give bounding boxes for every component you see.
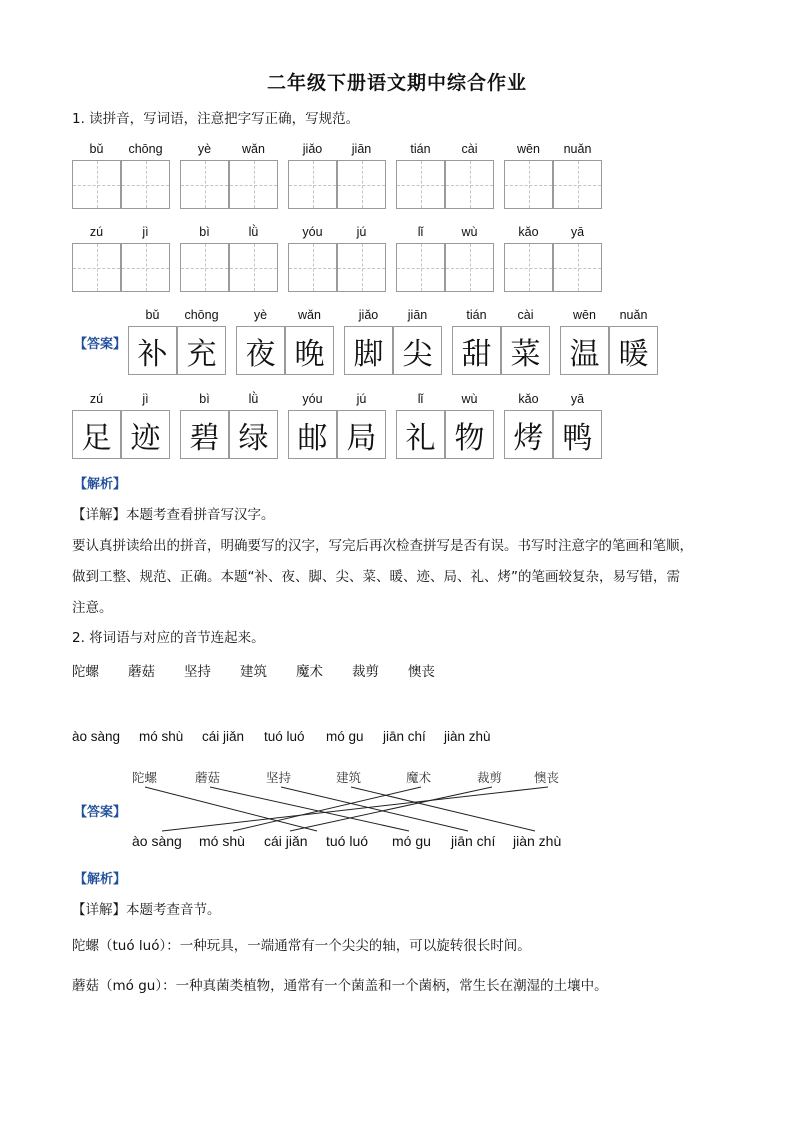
match-syllable: ào sàng: [132, 833, 182, 849]
word-item: 蘑菇: [128, 664, 155, 680]
answer-char: 烤: [513, 420, 544, 456]
match-word: 懊丧: [534, 770, 560, 785]
match-word: 建筑: [336, 770, 362, 785]
match-syllable: tuó luó: [326, 833, 369, 849]
detail-line-1: 【详解】本题考查看拼音写汉字。: [72, 507, 275, 523]
answer-char: 鸭: [562, 420, 593, 456]
match-syllable: jiān chí: [451, 833, 496, 849]
syllable-item: ào sàng: [72, 729, 121, 744]
answer-tag-1: 【答案】: [74, 337, 127, 352]
body-line: 要认真拼读给出的拼音，明确要写的汉字，写完后再次检查拼写是否有误。书写时注意字的笔画和笔顺，: [72, 538, 693, 554]
pinyin-label: lǐ: [417, 392, 424, 406]
answer-char: 足: [81, 420, 112, 456]
analysis-tag-1: 【解析】: [74, 477, 127, 492]
pinyin-label: yóu: [302, 225, 323, 239]
pinyin-label: kǎo: [518, 225, 539, 239]
answer-char: 邮: [297, 420, 328, 456]
pinyin-label: nuǎn: [619, 308, 648, 322]
pinyin-label: lǜ: [248, 225, 259, 239]
body-line: 注意。: [72, 600, 113, 616]
pinyin-label: jú: [356, 225, 367, 239]
pinyin-label: tián: [466, 308, 487, 322]
answer-char: 甜: [461, 336, 492, 372]
pinyin-label: jiān: [351, 142, 372, 156]
pinyin-label: zú: [89, 392, 104, 406]
match-syllable: mó gu: [392, 833, 431, 849]
pinyin-label: nuǎn: [563, 142, 592, 156]
answer-char: 尖: [402, 336, 433, 372]
answer-char: 碧: [189, 420, 220, 456]
match-word: 魔术: [406, 770, 432, 785]
page-title: 二年级下册语文期中综合作业: [266, 72, 527, 94]
syllable-item: jiān chí: [383, 729, 426, 744]
pinyin-label: yóu: [302, 392, 323, 406]
note-line: 蘑菇（mó gu）：一种真菌类植物，通常有一个菌盖和一个菌柄，常生长在潮湿的土壤中。: [72, 978, 608, 994]
syllable-item: jiàn zhù: [444, 729, 491, 744]
pinyin-label: wù: [461, 392, 478, 406]
pinyin-label: jiǎo: [358, 308, 379, 322]
pinyin-label: yè: [197, 142, 212, 156]
answer-char: 迹: [130, 420, 161, 456]
match-word: 蘑菇: [195, 770, 221, 785]
pinyin-label: jiǎo: [302, 142, 323, 156]
answer-char: 补: [137, 336, 168, 372]
answer-tag-2: 【答案】: [74, 805, 127, 820]
pinyin-label: cài: [461, 142, 478, 156]
pinyin-label: chōng: [184, 308, 219, 322]
syllable-item: tuó luó: [264, 729, 305, 744]
analysis-tag-2: 【解析】: [74, 872, 127, 887]
pinyin-label: yè: [253, 308, 268, 322]
answer-char: 夜: [245, 336, 276, 372]
syllable-item: mó gu: [326, 729, 364, 744]
word-item: 陀螺: [72, 664, 99, 680]
syllable-item: mó shù: [139, 729, 184, 744]
match-word: 陀螺: [132, 770, 158, 785]
pinyin-label: bǔ: [145, 308, 160, 322]
match-line: [162, 787, 548, 831]
pinyin-label: bǔ: [89, 142, 104, 156]
answer-char: 物: [454, 420, 485, 456]
question-1-prompt: 1. 读拼音，写词语，注意把字写正确，写规范。: [72, 111, 360, 127]
answer-char: 暖: [618, 336, 649, 372]
match-word: 坚持: [266, 770, 292, 785]
match-syllable: mó shù: [199, 833, 245, 849]
pinyin-label: yā: [570, 225, 585, 239]
pinyin-label: jì: [142, 392, 149, 406]
pinyin-label: bì: [199, 225, 210, 239]
answer-char: 晚: [294, 336, 325, 372]
pinyin-label: lǐ: [417, 225, 424, 239]
detail-line-2: 【详解】本题考查音节。: [72, 902, 221, 918]
body-line: 做到工整、规范、正确。本题“补、夜、脚、尖、菜、暖、迹、局、礼、烤”的笔画较复杂，易写错，需: [72, 569, 680, 585]
pinyin-label: wǎn: [298, 308, 321, 322]
pinyin-label: jiān: [407, 308, 428, 322]
syllable-item: cái jiǎn: [202, 729, 245, 744]
pinyin-label: yā: [570, 392, 585, 406]
word-item: 裁剪: [352, 664, 379, 680]
answer-char: 局: [346, 420, 377, 456]
word-item: 魔术: [296, 664, 323, 680]
word-item: 懊丧: [408, 664, 435, 680]
match-syllable: jiàn zhù: [513, 833, 562, 849]
pinyin-label: wēn: [573, 308, 596, 322]
match-line: [145, 787, 317, 831]
question-2-prompt: 2. 将词语与对应的音节连起来。: [72, 630, 265, 646]
pinyin-label: lǜ: [248, 392, 259, 406]
pinyin-label: tián: [410, 142, 431, 156]
pinyin-label: wù: [461, 225, 478, 239]
pinyin-label: wēn: [517, 142, 540, 156]
answer-char: 礼: [405, 420, 436, 456]
pinyin-label: kǎo: [518, 392, 539, 406]
pinyin-label: chōng: [128, 142, 163, 156]
pinyin-label: jì: [142, 225, 149, 239]
answer-char: 脚: [353, 336, 384, 372]
answer-char: 菜: [510, 336, 541, 372]
answer-char: 绿: [238, 420, 269, 456]
match-word: 裁剪: [477, 770, 503, 785]
word-item: 建筑: [240, 664, 267, 680]
match-syllable: cái jiǎn: [264, 833, 308, 849]
pinyin-label: bì: [199, 392, 210, 406]
pinyin-label: jú: [356, 392, 367, 406]
pinyin-label: zú: [89, 225, 104, 239]
note-line: 陀螺（tuó luó）：一种玩具，一端通常有一个尖尖的轴，可以旋转很长时间。: [72, 938, 531, 954]
pinyin-label: wǎn: [242, 142, 265, 156]
answer-char: 温: [569, 336, 600, 372]
pinyin-label: cài: [517, 308, 534, 322]
word-item: 坚持: [184, 664, 211, 680]
answer-char: 充: [186, 336, 217, 372]
